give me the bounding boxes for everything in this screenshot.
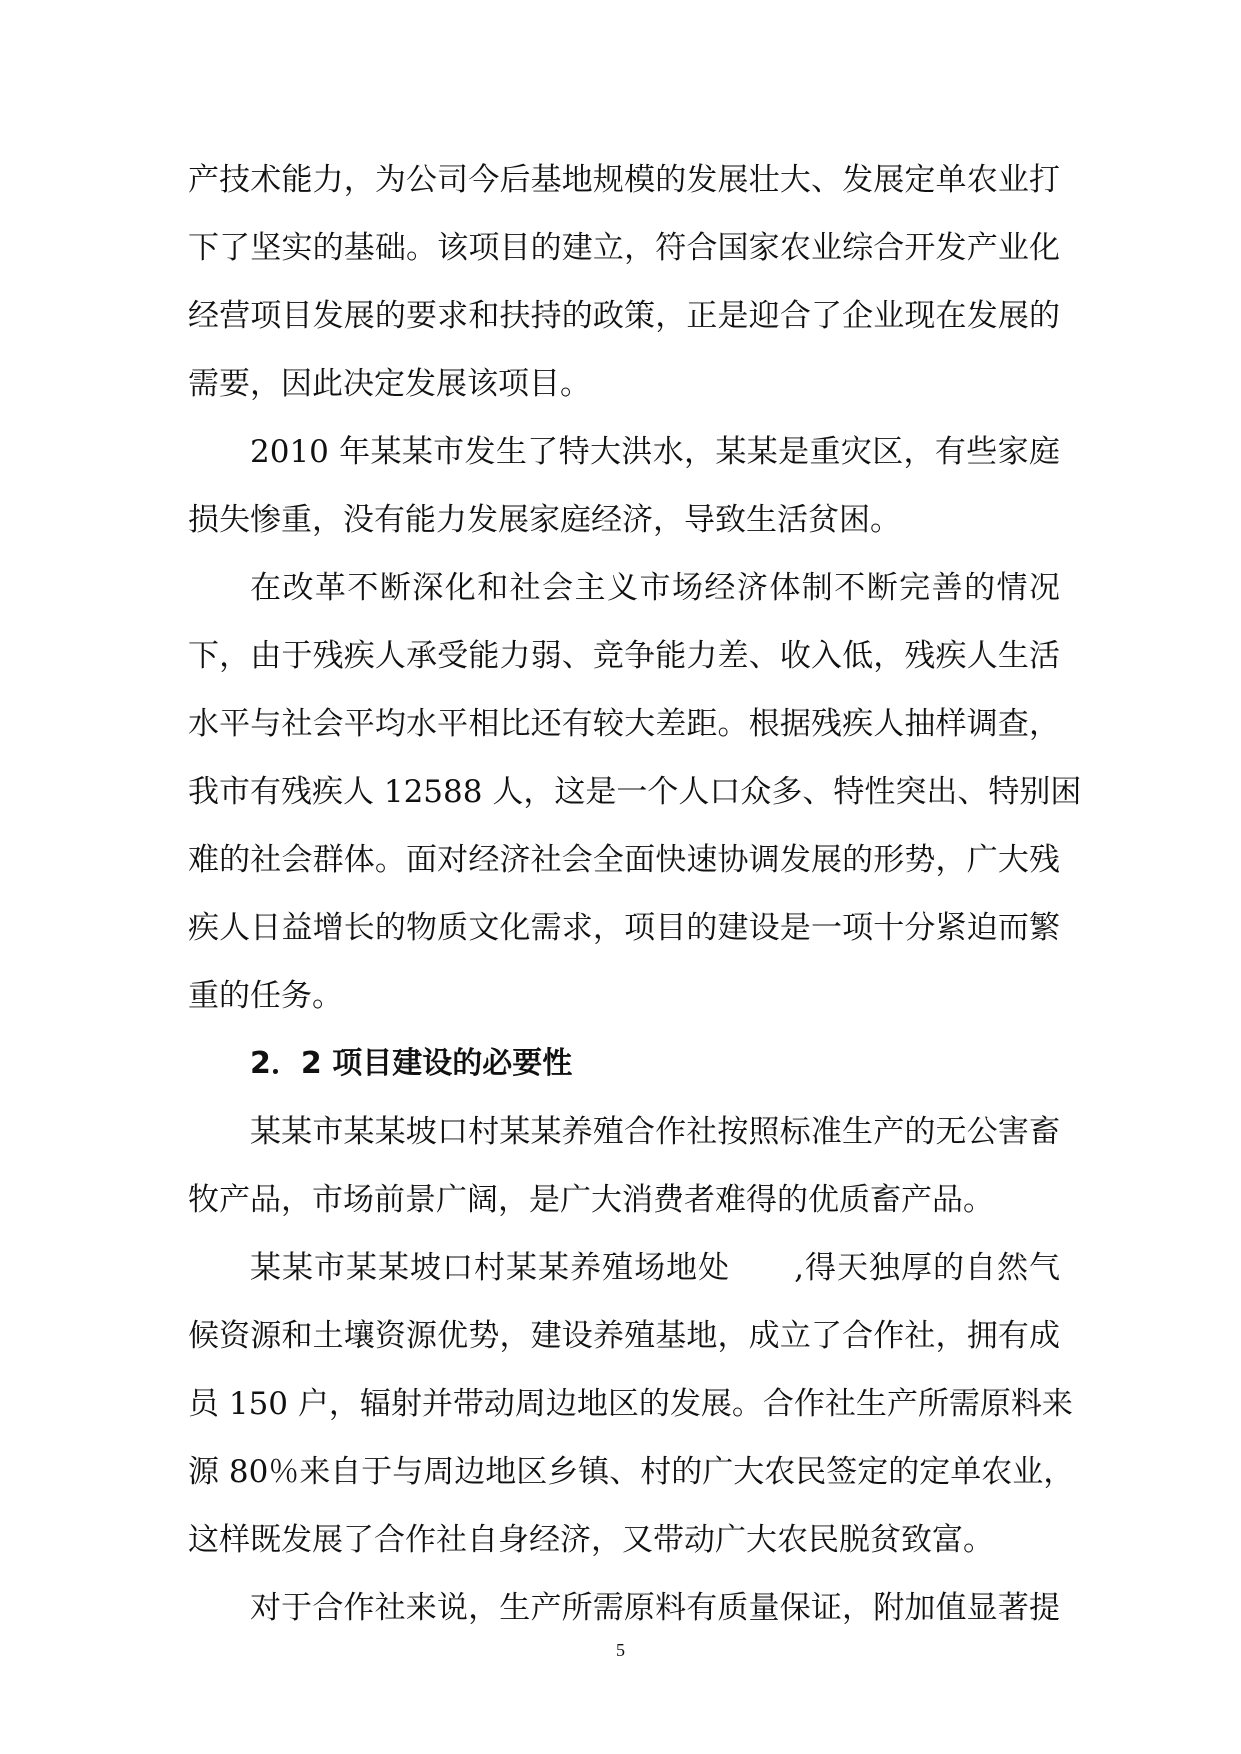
paragraph-line: 难的社会群体。面对经济社会全面快速协调发展的形势，广大残 [188, 842, 1060, 878]
paragraph-line: 员 150 户，辐射并带动周边地区的发展。合作社生产所需原料来 [188, 1386, 1073, 1422]
page-number: 5 [616, 1640, 625, 1660]
paragraph-line: 下，由于残疾人承受能力弱、竞争能力差、收入低，残疾人生活 [188, 638, 1060, 674]
paragraph-line: 某某市某某坡口村某某养殖合作社按照标准生产的无公害畜 [250, 1114, 1060, 1150]
paragraph-line: 产技术能力，为公司今后基地规模的发展壮大、发展定单农业打 [188, 162, 1060, 198]
paragraph-line: 需要，因此决定发展该项目。 [188, 366, 591, 402]
paragraph-line: 在改革不断深化和社会主义市场经济体制不断完善的情况 [250, 570, 1060, 606]
paragraph-line: 我市有残疾人 12588 人，这是一个人口众多、特性突出、特别困 [188, 774, 1082, 810]
section-heading: 2．2 项目建设的必要性 [250, 1046, 573, 1081]
paragraph-line: 经营项目发展的要求和扶持的政策，正是迎合了企业现在发展的 [188, 298, 1060, 334]
paragraph-line: 2010 年某某市发生了特大洪水，某某是重灾区，有些家庭 [250, 434, 1060, 470]
paragraph-line: 这样既发展了合作社自身经济，又带动广大农民脱贫致富。 [188, 1522, 994, 1558]
paragraph-line: 损失惨重，没有能力发展家庭经济，导致生活贫困。 [188, 502, 901, 538]
body-text [188, 146, 1082, 1642]
paragraph-line: 下了坚实的基础。该项目的建立，符合国家农业综合开发产业化 [188, 230, 1060, 266]
paragraph-line: 对于合作社来说，生产所需原料有质量保证，附加值显著提 [250, 1590, 1060, 1626]
paragraph-line: 候资源和土壤资源优势，建设养殖基地，成立了合作社，拥有成 [188, 1318, 1060, 1354]
paragraph-line: 某某市某某坡口村某某养殖场地处 ,得天独厚的自然气 [250, 1250, 1060, 1286]
paragraph-line: 重的任务。 [188, 978, 343, 1014]
paragraph-line: 疾人日益增长的物质文化需求，项目的建设是一项十分紧迫而繁 [188, 910, 1060, 946]
paragraph-line: 水平与社会平均水平相比还有较大差距。根据残疾人抽样调查， [188, 706, 1060, 742]
paragraph-line: 源 80％来自于与周边地区乡镇、村的广大农民签定的定单农业， [188, 1454, 1075, 1490]
paragraph-line: 牧产品，市场前景广阔，是广大消费者难得的优质畜产品。 [188, 1182, 994, 1218]
